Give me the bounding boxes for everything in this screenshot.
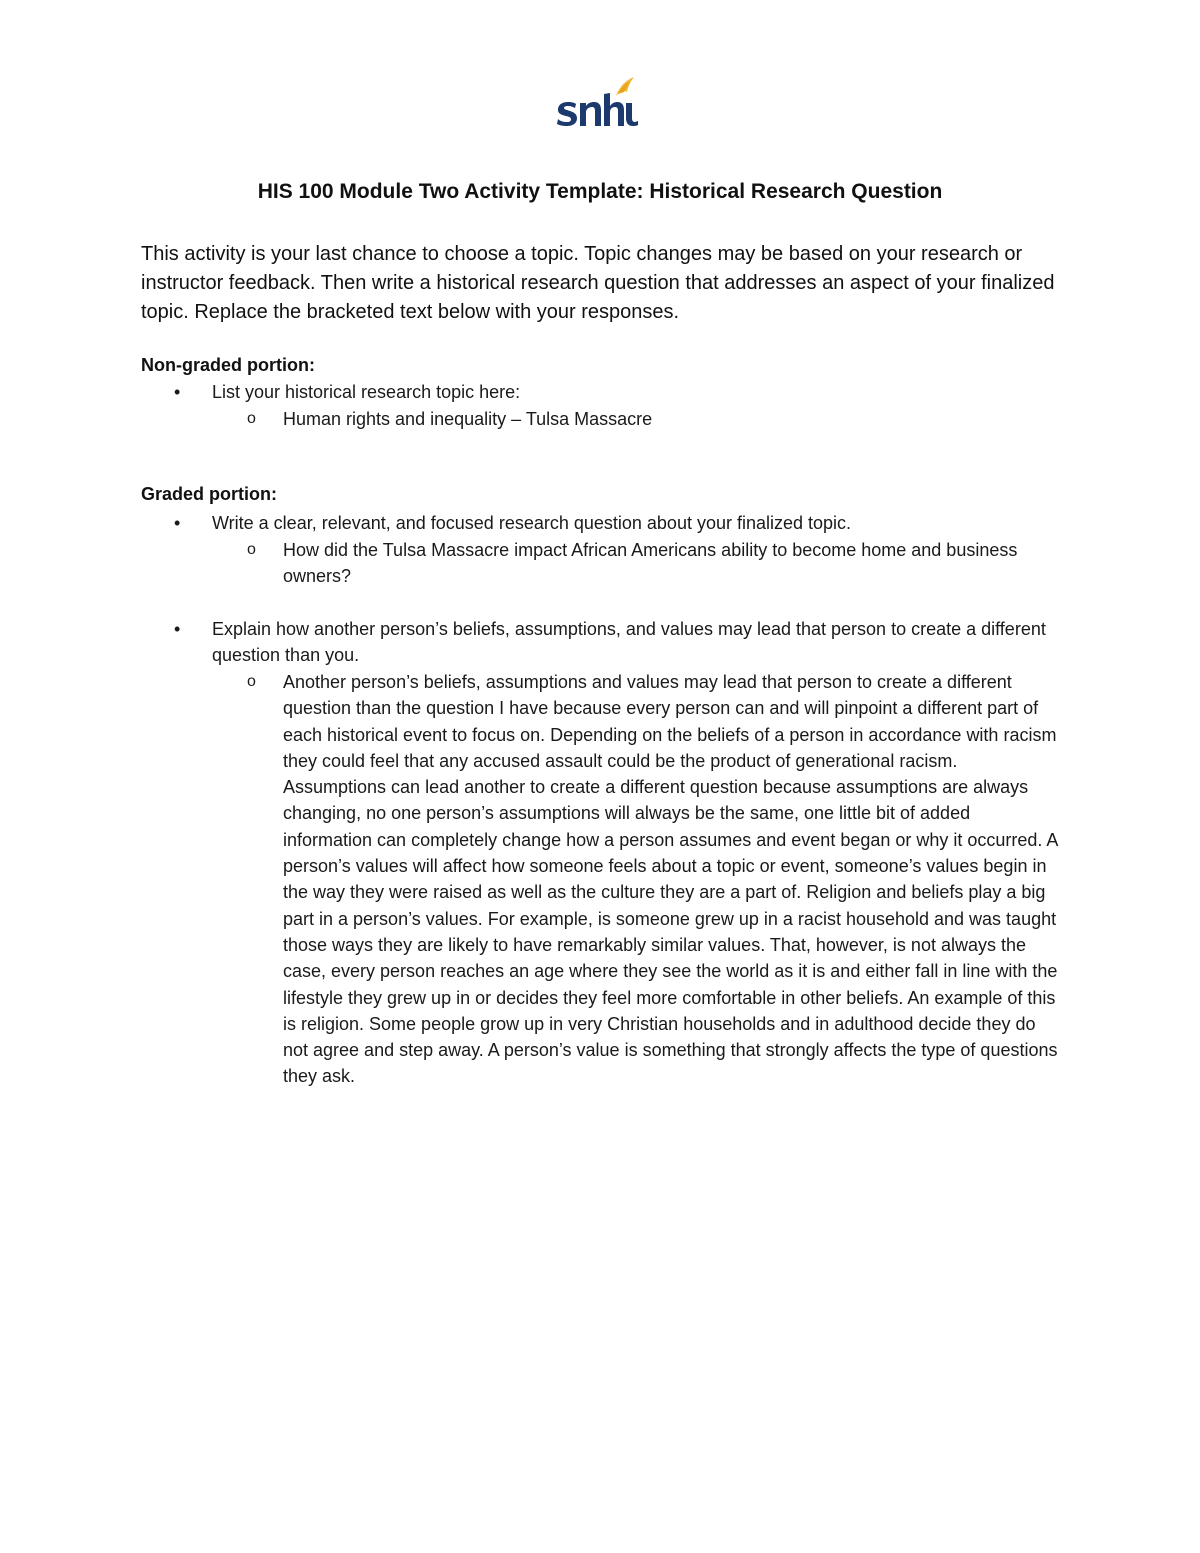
snhu-logo-icon [554,74,638,132]
topic-response: Human rights and inequality – Tulsa Massacre [283,409,653,429]
bullet-icon: • [174,619,181,639]
sub-bullet-icon: o [247,410,256,427]
list-item [174,616,1054,669]
sub-bullet-icon: o [247,541,256,558]
intro-paragraph: This activity is your last chance to choose a topic. Topic changes may be based on your research or instructor feedback. Then write a historical research question that addresses an aspect of your finalized topic. Replace the bracketed text below with your responses. [141,243,1055,323]
list-item [174,510,1054,536]
list-item [247,669,1062,1090]
page-title: HIS 100 Module Two Activity Template: Historical Research Question [257,180,943,203]
explain-prompt: Explain how another person’s beliefs, assumptions, and values may lead that person to create a different question than you. [212,619,1046,666]
bullet-icon: • [174,382,181,402]
list-item [174,379,1054,405]
list-item [247,406,1062,432]
question-prompt: Write a clear, relevant, and focused research question about your finalized topic. [212,513,852,533]
question-response: How did the Tulsa Massacre impact African Americans ability to become home and business owners? [283,540,1018,587]
list-item [247,537,1062,590]
sub-bullet-icon: o [247,673,256,690]
topic-prompt: List your historical research topic here: [212,382,521,402]
non-graded-heading: Non-graded portion: [141,355,315,375]
graded-heading: Graded portion: [141,484,277,504]
snhu-logo [554,74,638,132]
explain-response: Another person’s beliefs, assumptions and values may lead that person to create a different question than the question I have because every person can and will pinpoint a different part of each historical event to focus on. Depending on the beliefs of a person in accordance with racism they could feel that any accused assault could be the product of generational racism. Assumptions can lead another to create a different question because assumptions are always changing, no one person’s assumptions will always be the same, one little bit of added information can completely change how a person assumes and event began or why it occurred. A person’s values will affect how someone feels about a topic or event, someone’s values begin in the way they were raised as well as the culture they are a part of. Religion and beliefs play a big part in a person’s values. For example, is someone grew up in a racist household and was taught those ways they are likely to have remarkably similar values. That, however, is not always the case, every person reaches an age where they see the world as it is and either fall in line with the lifestyle they grew up in or decides they feel more comfortable in other beliefs. An example of this is religion. Some people grow up in very Christian households and in adulthood decide they do not agree and step away. A person’s value is something that strongly affects the type of questions they ask. [283,672,1058,1087]
bullet-icon: • [174,513,181,533]
